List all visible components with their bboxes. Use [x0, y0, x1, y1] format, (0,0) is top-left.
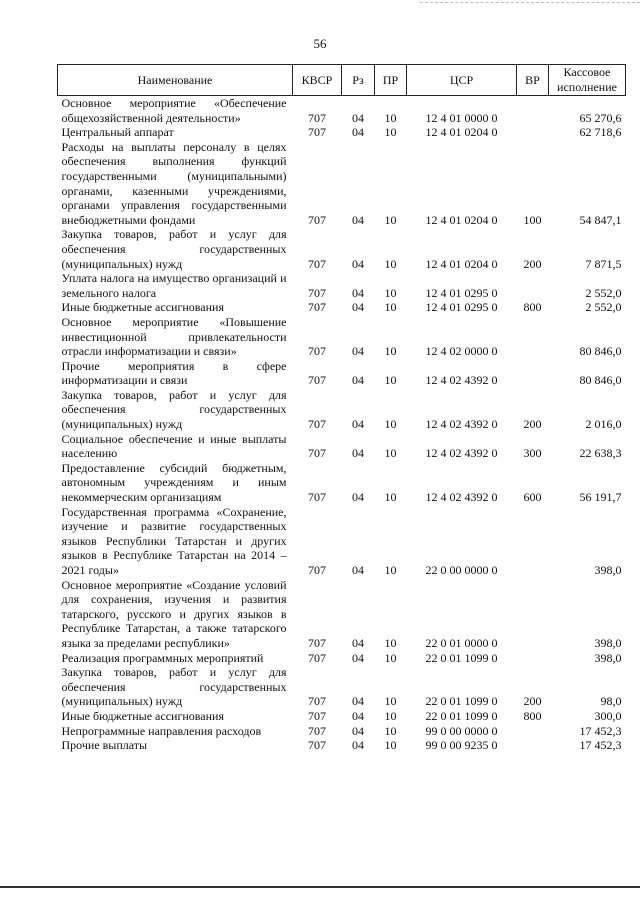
row-name: Иные бюджетные ассигнования [61, 300, 224, 315]
header-name: Наименование [58, 65, 293, 96]
row-amount: 62 718,6 [579, 125, 622, 140]
row-vr [517, 315, 549, 359]
table-row [58, 271, 626, 300]
row-name: Прочие мероприятия в сфере информатизации и связи [61, 358, 287, 388]
row-vr: 800 [523, 300, 542, 315]
row-kvsr: 707 [308, 110, 326, 125]
row-name: Основное мероприятие «Создание условий для сохранения, изучения и развития татарского, русского и других языков в Республике Татарстан, а также татарского языка за пределами республики» [61, 577, 287, 650]
page-number: 56 [313, 36, 327, 51]
row-rz: 04 [352, 708, 364, 723]
row-pr: 10 [384, 446, 397, 461]
table-row [58, 738, 626, 753]
row-amount: 398,0 [594, 650, 622, 665]
row-kvsr: 707 [308, 300, 326, 315]
row-rz: 04 [352, 723, 364, 738]
row-vr: 300 [523, 446, 542, 461]
table-row [58, 227, 626, 271]
row-rz: 04 [352, 110, 364, 125]
row-rz: 04 [352, 563, 364, 577]
row-vr: 200 [523, 694, 542, 709]
row-kvsr: 707 [308, 446, 326, 461]
header-csr: ЦСР [407, 65, 517, 96]
row-amount: 2 016,0 [585, 417, 622, 432]
row-csr: 22 0 01 0000 0 [425, 635, 498, 650]
row-vr [517, 651, 549, 666]
row-rz: 04 [352, 256, 364, 271]
row-rz: 04 [352, 285, 364, 300]
row-csr: 12 4 01 0295 0 [425, 300, 498, 315]
row-vr: 200 [523, 417, 542, 432]
row-amount: 17 452,3 [579, 723, 622, 738]
row-kvsr: 707 [308, 256, 326, 271]
row-amount: 54 847,1 [579, 212, 622, 227]
table-row [58, 651, 626, 666]
row-name: Расходы на выплаты персоналу в целях обеспечения выполнения функций государственными (муниципальными) органами, казенными учреждениями, органами управления государственными внебюджетными фондами [61, 139, 287, 227]
row-kvsr: 707 [308, 694, 326, 709]
row-pr: 10 [384, 708, 397, 723]
row-name: Основное мероприятие «Обеспечение общехозяйственной деятельности» [61, 96, 287, 125]
table-row [58, 461, 626, 505]
row-name: Государственная программа «Сохранение, изучение и развитие государственных языков Республики Татарстан и других языков в Республике Татарстан на 2014 – 2021 годы» [61, 504, 287, 577]
row-pr: 10 [384, 563, 397, 577]
row-pr: 10 [384, 738, 397, 753]
row-kvsr: 707 [308, 212, 326, 227]
table-row [58, 125, 626, 140]
row-name: Уплата налога на имущество организаций и земельного налога [61, 271, 287, 300]
table-header-row [58, 65, 626, 96]
row-amount: 398,0 [594, 563, 622, 577]
row-pr: 10 [384, 635, 397, 650]
row-kvsr: 707 [308, 650, 326, 665]
row-pr: 10 [384, 110, 397, 125]
row-vr: 600 [523, 490, 542, 505]
row-vr: 100 [523, 212, 542, 227]
row-csr: 12 4 02 4392 0 [425, 446, 498, 461]
row-csr: 12 4 01 0295 0 [425, 285, 498, 300]
row-pr: 10 [384, 650, 397, 665]
row-pr: 10 [384, 212, 397, 227]
row-kvsr: 707 [308, 490, 326, 505]
row-amount: 56 191,7 [579, 490, 622, 505]
row-csr: 12 4 01 0204 0 [425, 212, 498, 227]
row-name: Закупка товаров, работ и услуг для обеспечения государственных (муниципальных) нужд [61, 227, 287, 271]
row-pr: 10 [384, 723, 397, 738]
row-csr: 12 4 01 0000 0 [425, 110, 498, 125]
row-name: Центральный аппарат [61, 125, 174, 140]
row-kvsr: 707 [308, 723, 326, 738]
header-pr: ПР [375, 65, 407, 96]
row-csr: 12 4 02 4392 0 [425, 373, 498, 388]
row-rz: 04 [352, 125, 364, 140]
header-rz: Рз [342, 65, 375, 96]
row-name: Закупка товаров, работ и услуг для обеспечения государственных (муниципальных) нужд [61, 387, 287, 432]
row-amount: 80 846,0 [579, 344, 622, 359]
row-rz: 04 [352, 635, 364, 650]
row-csr: 12 4 02 4392 0 [425, 417, 498, 432]
row-vr: 800 [523, 708, 542, 723]
table-row [58, 388, 626, 432]
row-vr [517, 96, 549, 126]
row-vr [517, 271, 549, 300]
row-csr: 12 4 01 0204 0 [425, 256, 498, 271]
row-kvsr: 707 [308, 635, 326, 650]
row-name: Реализация программных мероприятий [61, 650, 264, 665]
row-kvsr: 707 [308, 125, 326, 140]
header-kvsr: КВСР [293, 65, 342, 96]
row-rz: 04 [352, 738, 364, 753]
row-name: Основное мероприятие «Повышение инвестиционной привлекательности отрасли информатизации и связи» [61, 314, 287, 359]
row-rz: 04 [352, 300, 364, 315]
row-pr: 10 [384, 694, 397, 709]
row-csr: 12 4 02 4392 0 [425, 490, 498, 505]
table-body [58, 96, 626, 753]
row-rz: 04 [352, 344, 364, 359]
row-rz: 04 [352, 650, 364, 665]
row-csr: 99 0 00 9235 0 [425, 738, 498, 753]
budget-execution-table [57, 64, 626, 753]
row-csr: 22 0 01 1099 0 [425, 694, 498, 709]
row-csr: 12 4 01 0204 0 [425, 125, 498, 140]
row-amount: 7 871,5 [585, 256, 622, 271]
header-vr: ВР [517, 65, 549, 96]
table-row [58, 96, 626, 126]
row-pr: 10 [384, 373, 397, 388]
row-name: Закупка товаров, работ и услуг для обеспечения государственных (муниципальных) нужд [61, 665, 287, 709]
row-rz: 04 [352, 694, 364, 709]
row-amount: 22 638,3 [579, 446, 622, 461]
row-rz: 04 [352, 446, 364, 461]
row-vr [517, 724, 549, 739]
row-csr: 99 0 00 0000 0 [425, 723, 498, 738]
row-amount: 80 846,0 [579, 373, 622, 388]
row-pr: 10 [384, 417, 397, 432]
row-vr [517, 125, 549, 140]
table-row [58, 359, 626, 388]
table-row [58, 724, 626, 739]
row-pr: 10 [384, 300, 397, 315]
table-row [58, 505, 626, 578]
header-amount: Кассовое исполнение [549, 65, 626, 96]
row-vr [517, 359, 549, 388]
scan-edge-line [420, 2, 640, 3]
row-vr [517, 578, 549, 651]
row-amount: 98,0 [600, 694, 622, 709]
row-name: Социальное обеспечение и иные выплаты населению [61, 431, 287, 461]
table-row [58, 140, 626, 228]
table-row [58, 315, 626, 359]
table-row [58, 709, 626, 724]
row-amount: 17 452,3 [579, 738, 622, 753]
row-rz: 04 [352, 417, 364, 432]
row-rz: 04 [352, 490, 364, 505]
row-csr: 22 0 00 0000 0 [425, 563, 498, 577]
row-vr [517, 505, 549, 578]
row-kvsr: 707 [308, 708, 326, 723]
row-vr [517, 738, 549, 753]
row-kvsr: 707 [308, 417, 326, 432]
row-rz: 04 [352, 373, 364, 388]
table-row [58, 578, 626, 651]
row-kvsr: 707 [308, 344, 326, 359]
row-name: Прочие выплаты [61, 738, 148, 753]
row-rz: 04 [352, 212, 364, 227]
row-vr: 200 [523, 256, 542, 271]
table-row [58, 432, 626, 461]
row-csr: 22 0 01 1099 0 [425, 708, 498, 723]
row-kvsr: 707 [308, 563, 326, 577]
row-pr: 10 [384, 344, 397, 359]
row-kvsr: 707 [308, 738, 326, 753]
row-amount: 2 552,0 [585, 285, 622, 300]
row-amount: 2 552,0 [585, 300, 622, 315]
row-pr: 10 [384, 256, 397, 271]
row-name: Непрограммные направления расходов [61, 723, 262, 738]
row-name: Иные бюджетные ассигнования [61, 708, 224, 723]
row-name: Предоставление субсидий бюджетным, автономным учреждениям и иным некоммерческим организациям [61, 460, 287, 505]
scan-bottom-edge [0, 886, 640, 888]
row-amount: 65 270,6 [579, 110, 622, 125]
table-row [58, 665, 626, 709]
row-pr: 10 [384, 490, 397, 505]
row-kvsr: 707 [308, 373, 326, 388]
row-kvsr: 707 [308, 285, 326, 300]
table-row [58, 300, 626, 315]
row-amount: 300,0 [594, 708, 622, 723]
row-csr: 22 0 01 1099 0 [425, 650, 498, 665]
row-pr: 10 [384, 125, 397, 140]
row-csr: 12 4 02 0000 0 [425, 344, 498, 359]
row-pr: 10 [384, 285, 397, 300]
row-amount: 398,0 [594, 635, 622, 650]
